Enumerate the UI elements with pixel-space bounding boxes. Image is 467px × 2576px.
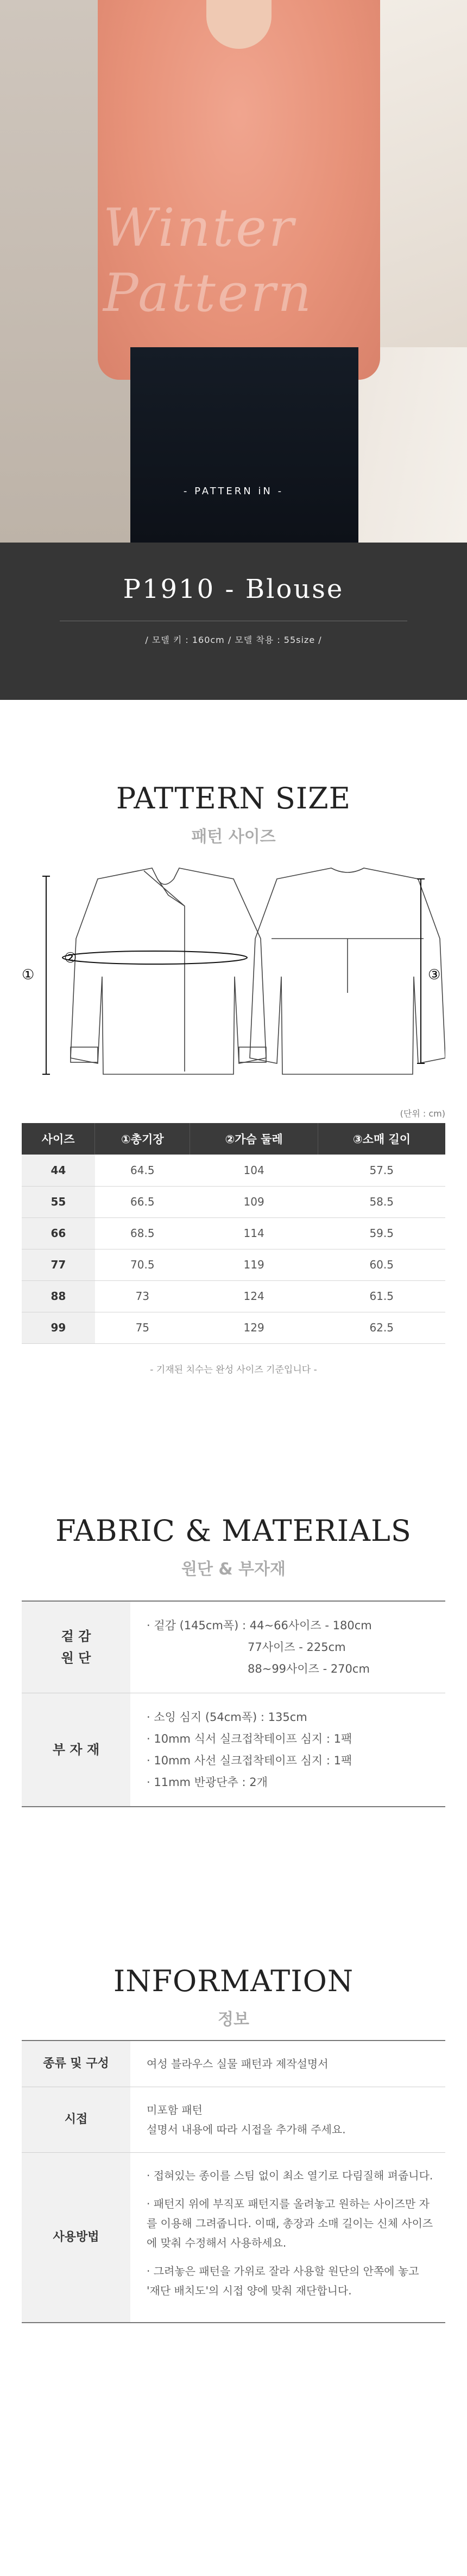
size-cell: 57.5 bbox=[318, 1155, 445, 1186]
size-cell: 73 bbox=[95, 1280, 190, 1312]
pattern-size-section bbox=[0, 781, 467, 847]
marker-2: ② bbox=[64, 950, 77, 966]
size-cell: 66.5 bbox=[95, 1186, 190, 1217]
pattern-size-title: PATTERN SIZE bbox=[116, 781, 351, 815]
size-row bbox=[22, 1280, 445, 1312]
row-line: · 그려놓은 패턴을 가위로 잘라 사용할 원단의 안쪽에 놓고 '재단 배치도'의 시접 양에 맞춰 재단합니다. bbox=[147, 2265, 419, 2297]
row-value bbox=[130, 2087, 445, 2152]
marker-3: ③ bbox=[428, 967, 441, 983]
size-header-chest: ②가슴 둘레 bbox=[190, 1123, 318, 1155]
hero-brand: - PATTERN iN - bbox=[183, 486, 284, 497]
size-cell: 77 bbox=[22, 1249, 95, 1280]
row-value bbox=[130, 1693, 445, 1806]
size-cell: 64.5 bbox=[95, 1155, 190, 1186]
size-header-size: 사이즈 bbox=[22, 1123, 95, 1155]
size-cell: 119 bbox=[190, 1249, 318, 1280]
size-cell: 68.5 bbox=[95, 1217, 190, 1249]
row-line: 77사이즈 - 225cm bbox=[248, 1641, 346, 1654]
size-cell: 60.5 bbox=[318, 1249, 445, 1280]
size-cell: 61.5 bbox=[318, 1280, 445, 1312]
row-line: · 접혀있는 종이를 스팀 없이 최소 열기로 다림질해 펴줍니다. bbox=[147, 2169, 433, 2182]
row-line: · 겉감 (145cm폭) : 44~66사이즈 - 180cm bbox=[147, 1619, 372, 1632]
hero-skirt bbox=[130, 347, 358, 543]
information-section bbox=[0, 1964, 467, 2030]
size-cell: 99 bbox=[22, 1312, 95, 1343]
row-line: 미포함 패턴 bbox=[147, 2103, 203, 2116]
row-line: 여성 블라우스 실물 패턴과 제작설명서 bbox=[147, 2057, 329, 2070]
size-cell: 104 bbox=[190, 1155, 318, 1186]
size-row bbox=[22, 1217, 445, 1249]
title-bar bbox=[0, 543, 467, 700]
info-row bbox=[22, 1602, 445, 1693]
size-cell: 124 bbox=[190, 1280, 318, 1312]
row-label: 종류 및 구성 bbox=[22, 2041, 130, 2087]
info-row bbox=[22, 1693, 445, 1806]
row-label: 겉 감 원 단 bbox=[22, 1602, 130, 1693]
row-line: · 10mm 사선 실크접착테이프 심지 : 1팩 bbox=[147, 1754, 352, 1767]
size-cell: 70.5 bbox=[95, 1249, 190, 1280]
size-cell: 75 bbox=[95, 1312, 190, 1343]
hero-watermark: Winter Pattern bbox=[103, 197, 314, 323]
marker-1: ① bbox=[22, 967, 35, 983]
hero-photo bbox=[0, 0, 467, 543]
size-table bbox=[22, 1123, 445, 1344]
info-row bbox=[22, 2041, 445, 2087]
size-header-sleeve: ③소매 길이 bbox=[318, 1123, 445, 1155]
row-label: 부 자 재 bbox=[22, 1693, 130, 1806]
row-value bbox=[130, 2153, 445, 2322]
information-subtitle: 정보 bbox=[218, 2010, 249, 2029]
size-cell: 109 bbox=[190, 1186, 318, 1217]
size-row bbox=[22, 1186, 445, 1217]
size-row bbox=[22, 1249, 445, 1280]
model-meta: / 모델 키 : 160cm / 모델 착용 : 55size / bbox=[145, 635, 322, 645]
size-cell: 55 bbox=[22, 1186, 95, 1217]
pattern-size-subtitle: 패턴 사이즈 bbox=[191, 827, 276, 846]
info-row bbox=[22, 2153, 445, 2322]
row-line: · 소잉 심지 (54cm폭) : 135cm bbox=[147, 1711, 307, 1724]
size-row bbox=[22, 1155, 445, 1186]
row-line: · 11mm 반광단추 : 2개 bbox=[147, 1776, 268, 1789]
size-cell: 62.5 bbox=[318, 1312, 445, 1343]
fabric-subtitle: 원단 & 부자재 bbox=[181, 1560, 286, 1579]
size-table-body bbox=[22, 1155, 445, 1343]
size-row bbox=[22, 1312, 445, 1343]
info-row bbox=[22, 2087, 445, 2153]
row-value bbox=[130, 1602, 445, 1693]
size-cell: 44 bbox=[22, 1155, 95, 1186]
row-line: 88~99사이즈 - 270cm bbox=[248, 1662, 370, 1675]
product-title: P1910 - Blouse bbox=[123, 574, 344, 604]
row-line: · 10mm 식서 실크접착테이프 심지 : 1팩 bbox=[147, 1732, 352, 1745]
information-title: INFORMATION bbox=[113, 1964, 354, 1998]
unit-label: (단위 : cm) bbox=[400, 1108, 445, 1119]
fabric-table bbox=[22, 1601, 445, 1807]
size-header-length: ①총기장 bbox=[95, 1123, 190, 1155]
size-cell: 88 bbox=[22, 1280, 95, 1312]
row-value bbox=[130, 2041, 445, 2087]
size-cell: 58.5 bbox=[318, 1186, 445, 1217]
row-line: · 패턴지 위에 부직포 패턴지를 올려놓고 원하는 사이즈만 자를 이용해 그려줍니다. 이때, 총장과 소매 길이는 신체 사이즈에 맞춰 수정해서 사용하세요. bbox=[147, 2197, 433, 2249]
fabric-title: FABRIC & MATERIALS bbox=[55, 1514, 412, 1548]
size-cell: 129 bbox=[190, 1312, 318, 1343]
fabric-section bbox=[0, 1514, 467, 1579]
blouse-diagram bbox=[22, 857, 445, 1096]
row-label: 사용방법 bbox=[22, 2153, 130, 2322]
size-note: - 기재된 치수는 완성 사이즈 기준입니다 - bbox=[150, 1364, 317, 1375]
information-table bbox=[22, 2040, 445, 2323]
size-cell: 66 bbox=[22, 1217, 95, 1249]
size-cell: 59.5 bbox=[318, 1217, 445, 1249]
size-cell: 114 bbox=[190, 1217, 318, 1249]
row-label: 시접 bbox=[22, 2087, 130, 2152]
row-line: 설명서 내용에 따라 시접을 추가해 주세요. bbox=[147, 2123, 346, 2136]
